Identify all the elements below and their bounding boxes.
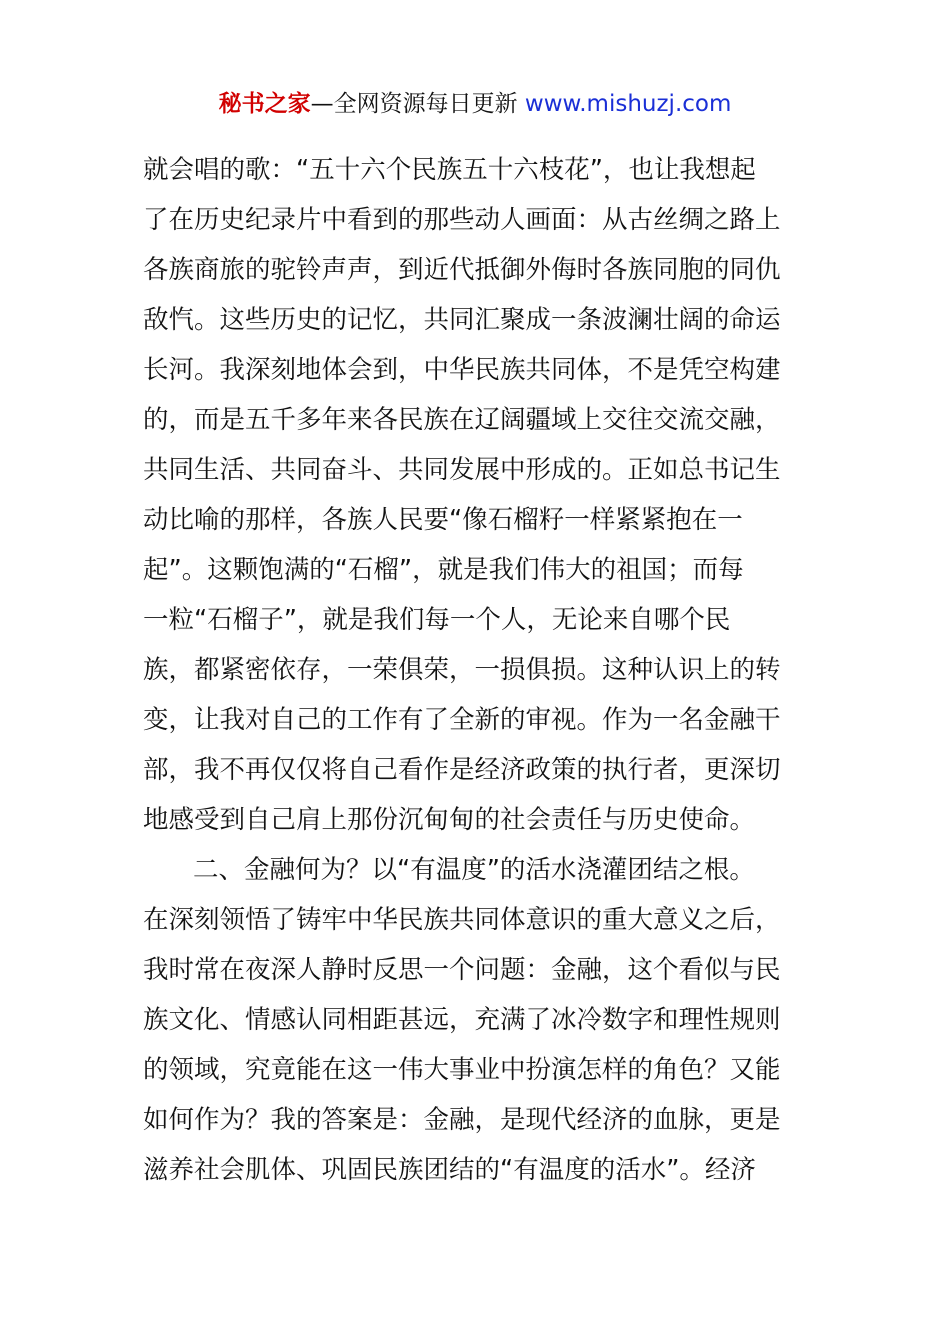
text-line: 在深刻领悟了铸牢中华民族共同体意识的重大意义之后， <box>143 905 781 935</box>
header-tagline: —全网资源每日更新 <box>310 91 525 117</box>
text-line: 我时常在夜深人静时反思一个问题：金融，这个看似与民 <box>143 955 781 985</box>
text-line: 变，让我对自己的工作有了全新的审视。作为一名金融干 <box>143 705 781 735</box>
text-line: 滋养社会肌体、巩固民族团结的“有温度的活水”。经济 <box>143 1155 756 1185</box>
text-line: 就会唱的歌：“五十六个民族五十六枝花”，也让我想起 <box>143 155 756 185</box>
text-line: 部，我不再仅仅将自己看作是经济政策的执行者，更深切 <box>143 755 781 785</box>
text-line: 长河。我深刻地体会到，中华民族共同体，不是凭空构建 <box>143 355 781 385</box>
text-line: 如何作为？我的答案是：金融，是现代经济的血脉，更是 <box>143 1105 781 1135</box>
site-header <box>0 86 950 122</box>
text-line: 了在历史纪录片中看到的那些动人画面：从古丝绸之路上 <box>143 205 781 235</box>
text-line: 起”。这颗饱满的“石榴”，就是我们伟大的祖国；而每 <box>143 555 744 585</box>
text-line: 族，都紧密依存，一荣俱荣，一损俱损。这种认识上的转 <box>143 655 781 685</box>
text-line: 族文化、情感认同相距甚远，充满了冰冷数字和理性规则 <box>143 1005 781 1035</box>
text-line: 一粒“石榴子”，就是我们每一个人，无论来自哪个民 <box>143 605 731 635</box>
text-line: 共同生活、共同奋斗、共同发展中形成的。正如总书记生 <box>143 455 781 485</box>
text-line: 地感受到自己肩上那份沉甸甸的社会责任与历史使命。 <box>143 805 756 835</box>
text-line: 敌忾。这些历史的记忆，共同汇聚成一条波澜壮阔的命运 <box>143 305 781 335</box>
text-line: 各族商旅的驼铃声声，到近代抵御外侮时各族同胞的同仇 <box>143 255 781 285</box>
section-heading: 二、金融何为？以“有温度”的活水浇灌团结之根。 <box>193 855 755 885</box>
site-url-link[interactable]: www.mishuzj.com <box>524 91 732 117</box>
text-line: 的，而是五千多年来各民族在辽阔疆域上交往交流交融， <box>143 405 781 435</box>
document-body <box>143 145 813 1195</box>
text-line: 的领域，究竟能在这一伟大事业中扮演怎样的角色？又能 <box>143 1055 781 1085</box>
text-line: 动比喻的那样，各族人民要“像石榴籽一样紧紧抱在一 <box>143 505 743 535</box>
brand-name: 秘书之家 <box>218 91 311 117</box>
